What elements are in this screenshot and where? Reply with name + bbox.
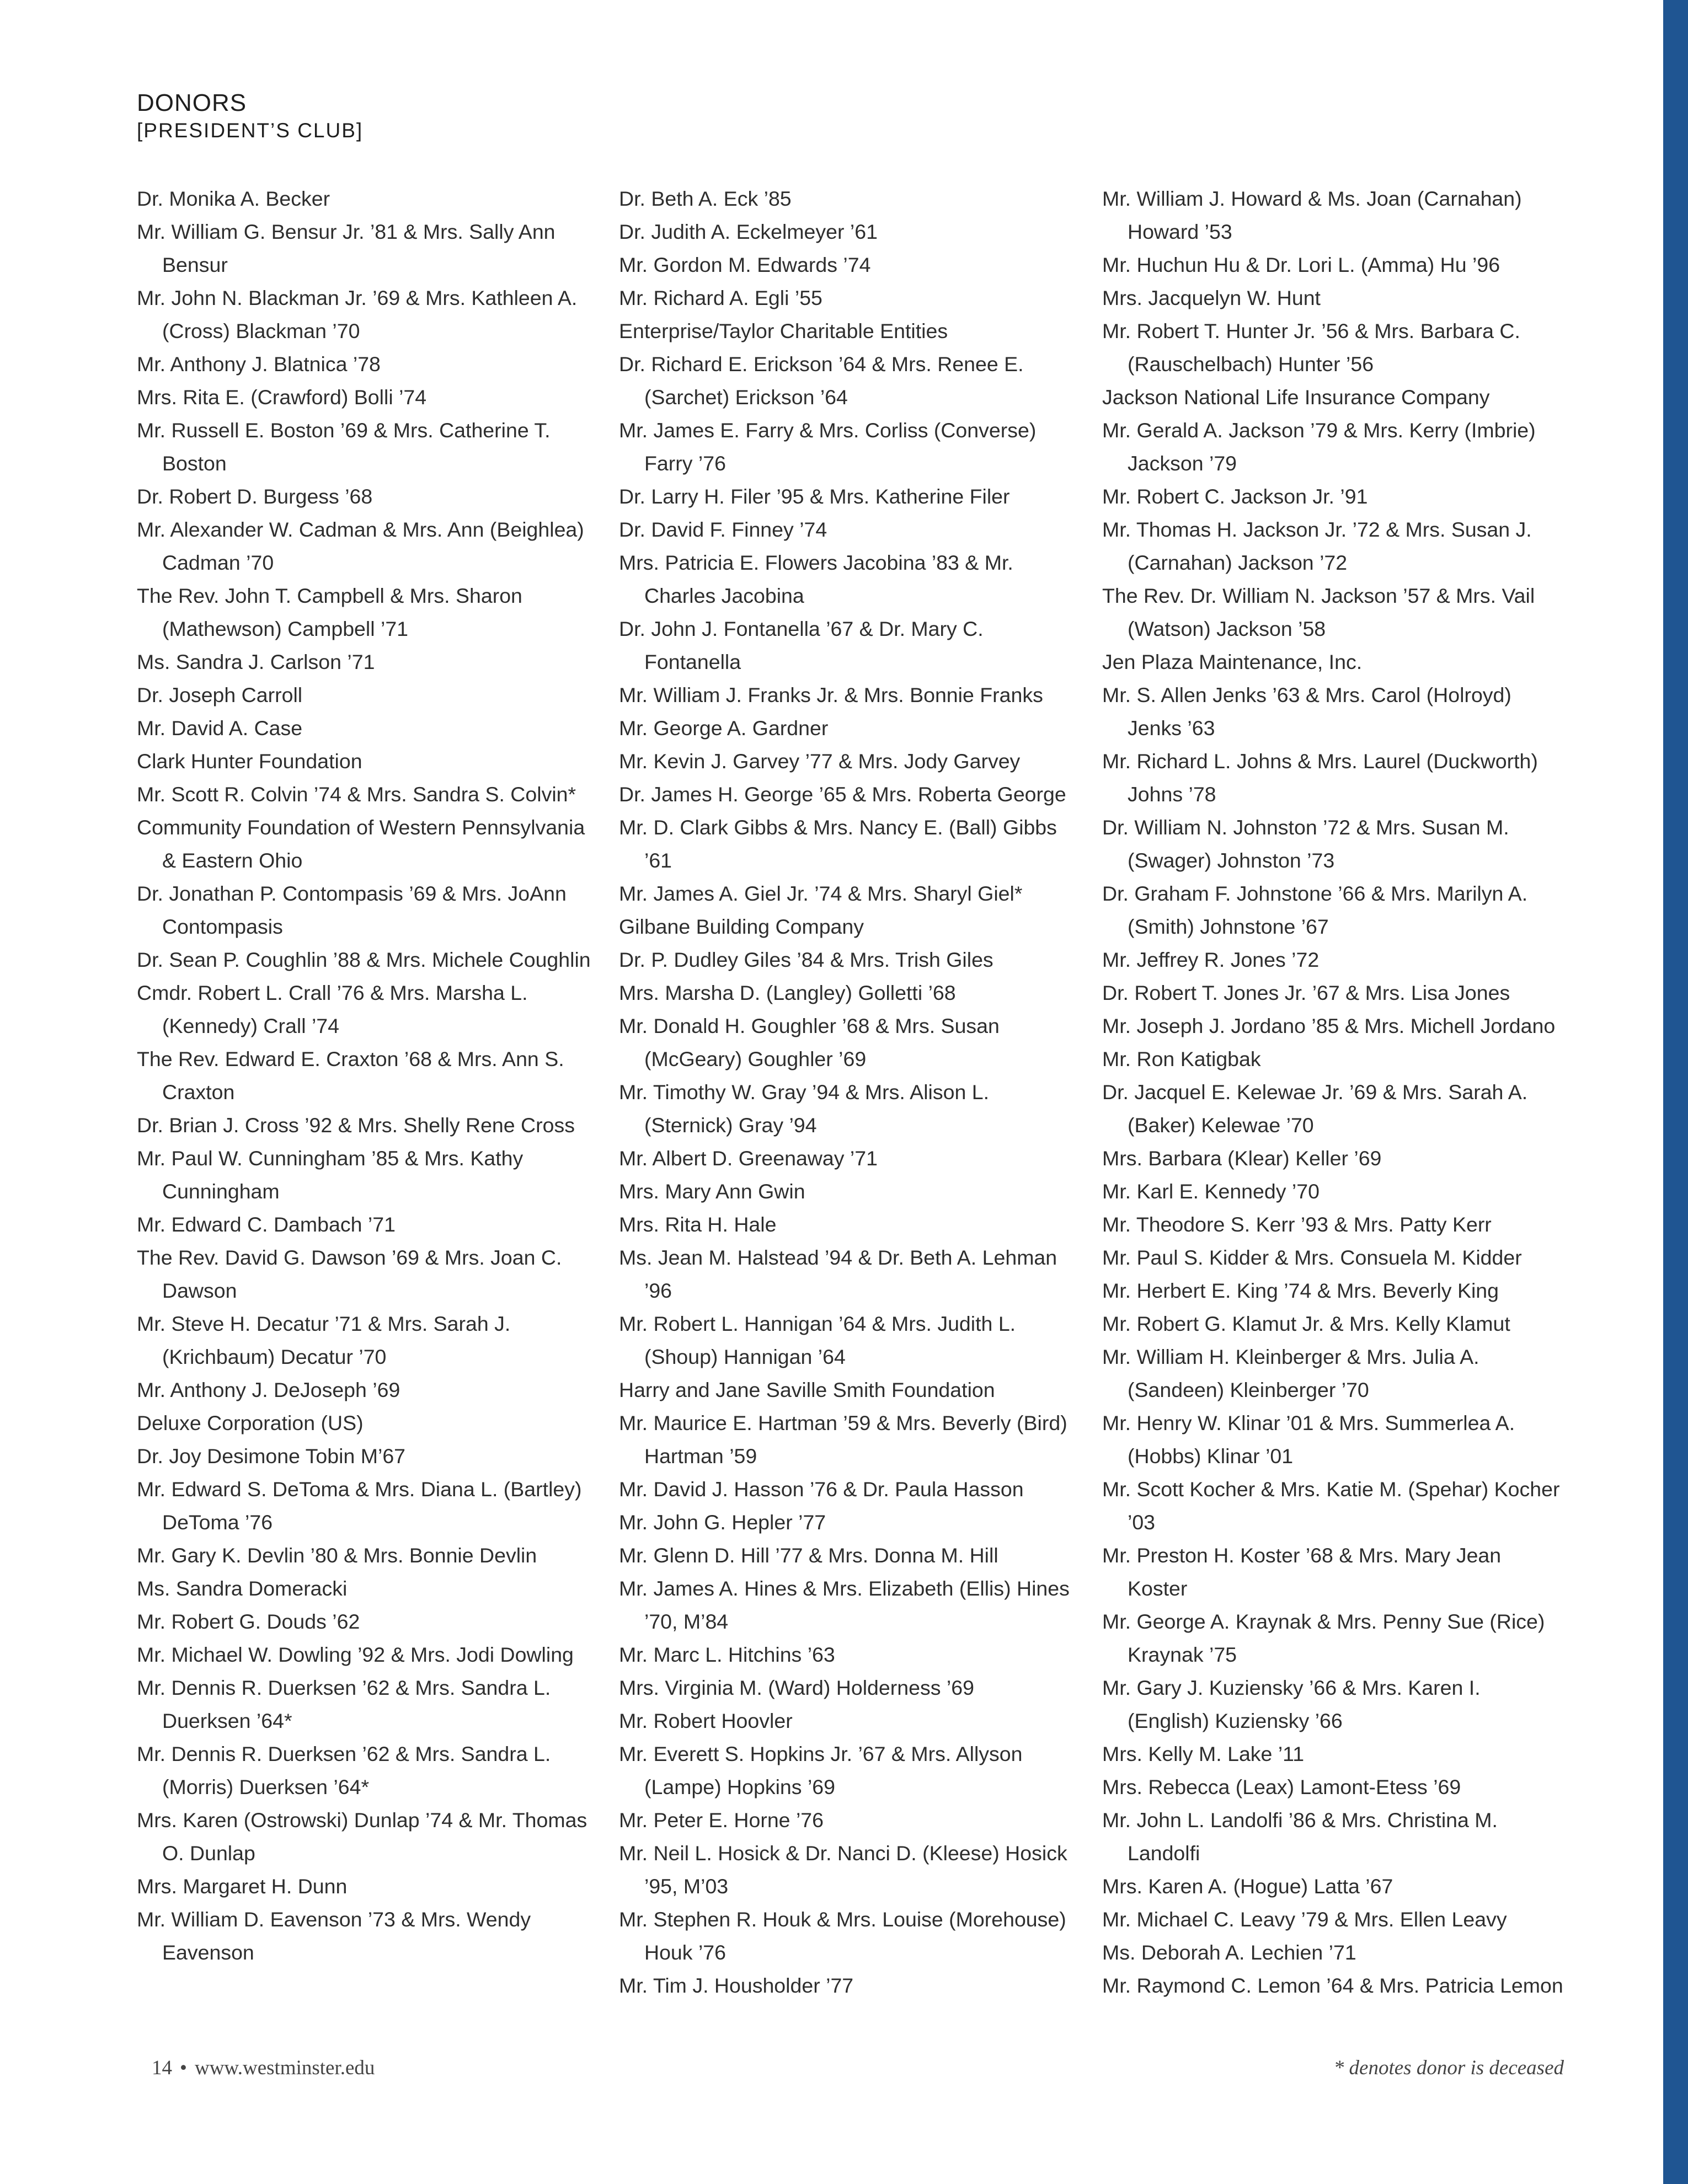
donor-entry: Mr. James A. Giel Jr. ’74 & Mrs. Sharyl Giel* — [619, 882, 1023, 905]
donor-entry: Dr. James H. George ’65 & Mrs. Roberta George — [619, 783, 1066, 806]
donor-entry: Mrs. Virginia M. (Ward) Holderness ’69 — [619, 1676, 974, 1699]
donor-entry: Mr. Jeffrey R. Jones ’72 — [1102, 948, 1320, 971]
donor-entry: Dr. Brian J. Cross ’92 & Mrs. Shelly Rene Cross — [137, 1114, 575, 1137]
donor-column-1 — [137, 182, 600, 1969]
donor-entry: Mr. Robert Hoovler — [619, 1709, 793, 1732]
donor-entry: Mr. George A. Kraynak & Mrs. Penny Sue (Rice) Kraynak ’75 — [1102, 1610, 1545, 1666]
page-title: DONORS — [137, 89, 247, 116]
deceased-note: * denotes donor is deceased — [1333, 2057, 1564, 2079]
donor-entry: Mrs. Rita E. (Crawford) Bolli ’74 — [137, 386, 427, 409]
donor-entry: Mr. D. Clark Gibbs & Mrs. Nancy E. (Ball) Gibbs ’61 — [619, 816, 1057, 872]
donor-entry: Dr. Joseph Carroll — [137, 683, 303, 706]
donor-column-3 — [1102, 182, 1566, 2002]
donor-entry: Mr. Glenn D. Hill ’77 & Mrs. Donna M. Hill — [619, 1544, 998, 1567]
donor-entry: Deluxe Corporation (US) — [137, 1411, 364, 1434]
donor-entry: Mrs. Margaret H. Dunn — [137, 1875, 348, 1898]
donor-entry: Cmdr. Robert L. Crall ’76 & Mrs. Marsha L. (Kennedy) Crall ’74 — [137, 981, 528, 1037]
donor-entry: Mr. Robert G. Klamut Jr. & Mrs. Kelly Klamut — [1102, 1312, 1510, 1335]
donor-entry: Mr. George A. Gardner — [619, 716, 829, 740]
donor-entry: Dr. Robert T. Jones Jr. ’67 & Mrs. Lisa Jones — [1102, 981, 1510, 1004]
donor-entry: Mr. Gary K. Devlin ’80 & Mrs. Bonnie Devlin — [137, 1544, 537, 1567]
donor-entry: Ms. Sandra J. Carlson ’71 — [137, 650, 375, 673]
donor-entry: Mr. Marc L. Hitchins ’63 — [619, 1643, 835, 1666]
donor-entry: Ms. Deborah A. Lechien ’71 — [1102, 1941, 1356, 1964]
side-accent-bar — [1663, 0, 1688, 2184]
donor-entry: Dr. Joy Desimone Tobin M’67 — [137, 1444, 406, 1468]
donor-entry: Mr. Tim J. Housholder ’77 — [619, 1974, 854, 1997]
donor-entry: Dr. William N. Johnston ’72 & Mrs. Susan M. (Swager) Johnston ’73 — [1102, 816, 1509, 872]
donor-entry: Mr. Peter E. Horne ’76 — [619, 1808, 824, 1832]
donor-entry: Mr. S. Allen Jenks ’63 & Mrs. Carol (Holroyd) Jenks ’63 — [1102, 683, 1511, 740]
donor-entry: Mr. Michael W. Dowling ’92 & Mrs. Jodi Dowling — [137, 1643, 574, 1666]
donor-entry: Mr. Thomas H. Jackson Jr. ’72 & Mrs. Susan J. (Carnahan) Jackson ’72 — [1102, 518, 1532, 574]
donor-entry: Mr. Dennis R. Duerksen ’62 & Mrs. Sandra L. (Morris) Duerksen ’64* — [137, 1742, 551, 1798]
donor-entry: Dr. Judith A. Eckelmeyer ’61 — [619, 220, 878, 243]
donor-entry: Mr. Edward C. Dambach ’71 — [137, 1213, 396, 1236]
donor-entry: Mr. Paul S. Kidder & Mrs. Consuela M. Kidder — [1102, 1246, 1522, 1269]
donor-entry: Mr. Kevin J. Garvey ’77 & Mrs. Jody Garvey — [619, 750, 1021, 773]
donor-entry: Mr. Anthony J. DeJoseph ’69 — [137, 1378, 400, 1401]
donor-entry: Enterprise/Taylor Charitable Entities — [619, 319, 948, 342]
footer-separator: • — [180, 2057, 187, 2079]
donor-entry: Dr. Monika A. Becker — [137, 187, 330, 210]
donor-entry: Mr. Michael C. Leavy ’79 & Mrs. Ellen Leavy — [1102, 1908, 1507, 1931]
donor-entry: Mr. Preston H. Koster ’68 & Mrs. Mary Jean Koster — [1102, 1544, 1502, 1600]
donor-entry: Mrs. Barbara (Klear) Keller ’69 — [1102, 1147, 1382, 1170]
donor-entry: Mr. Gary J. Kuziensky ’66 & Mrs. Karen I. (English) Kuziensky ’66 — [1102, 1676, 1481, 1732]
donor-entry: Dr. Sean P. Coughlin ’88 & Mrs. Michele Coughlin — [137, 948, 591, 971]
donor-entry: Dr. Jonathan P. Contompasis ’69 & Mrs. JoAnn Contompasis — [137, 882, 567, 938]
donor-entry: Mr. Karl E. Kennedy ’70 — [1102, 1180, 1320, 1203]
donor-entry: Mrs. Jacquelyn W. Hunt — [1102, 286, 1321, 309]
donor-entry: Harry and Jane Saville Smith Foundation — [619, 1378, 995, 1401]
donor-entry: Mr. John G. Hepler ’77 — [619, 1511, 826, 1534]
donor-entry: Mrs. Kelly M. Lake ’11 — [1102, 1742, 1305, 1765]
donor-entry: Dr. Richard E. Erickson ’64 & Mrs. Renee E. (Sarchet) Erickson ’64 — [619, 352, 1024, 409]
donor-entry: Mr. Scott Kocher & Mrs. Katie M. (Spehar) Kocher ’03 — [1102, 1478, 1560, 1534]
donor-entry: Mrs. Karen (Ostrowski) Dunlap ’74 & Mr. Thomas O. Dunlap — [137, 1808, 587, 1865]
donor-entry: Mr. Everett S. Hopkins Jr. ’67 & Mrs. Allyson (Lampe) Hopkins ’69 — [619, 1742, 1023, 1798]
donor-entry: Mr. Paul W. Cunningham ’85 & Mrs. Kathy Cunningham — [137, 1147, 524, 1203]
donor-entry: Mr. William J. Howard & Ms. Joan (Carnahan) Howard ’53 — [1102, 187, 1522, 243]
donor-entry: Mr. Maurice E. Hartman ’59 & Mrs. Beverly (Bird) Hartman ’59 — [619, 1411, 1067, 1468]
donor-entry: Mr. Robert L. Hannigan ’64 & Mrs. Judith L. (Shoup) Hannigan ’64 — [619, 1312, 1016, 1368]
donor-entry: The Rev. David G. Dawson ’69 & Mrs. Joan C. Dawson — [137, 1246, 562, 1302]
donor-entry: Mr. John L. Landolfi ’86 & Mrs. Christina M. Landolfi — [1102, 1808, 1498, 1865]
donor-entry: Mr. James E. Farry & Mrs. Corliss (Converse) Farry ’76 — [619, 419, 1037, 475]
donor-entry: Mrs. Mary Ann Gwin — [619, 1180, 805, 1203]
website-link[interactable]: www.westminster.edu — [194, 2057, 375, 2079]
donor-entry: Mr. Donald H. Goughler ’68 & Mrs. Susan (McGeary) Goughler ’69 — [619, 1014, 1000, 1070]
donor-entry: Mr. William H. Kleinberger & Mrs. Julia A. (Sandeen) Kleinberger ’70 — [1102, 1345, 1479, 1401]
donor-entry: Mr. James A. Hines & Mrs. Elizabeth (Ellis) Hines ’70, M’84 — [619, 1577, 1070, 1633]
donor-entry: Mr. William D. Eavenson ’73 & Mrs. Wendy Eavenson — [137, 1908, 531, 1964]
donor-entry: Dr. John J. Fontanella ’67 & Dr. Mary C. Fontanella — [619, 617, 984, 673]
donor-entry: Ms. Sandra Domeracki — [137, 1577, 348, 1600]
donor-entry: Mr. William J. Franks Jr. & Mrs. Bonnie Franks — [619, 683, 1043, 706]
donor-entry: Dr. Larry H. Filer ’95 & Mrs. Katherine Filer — [619, 485, 1010, 508]
donor-entry: Gilbane Building Company — [619, 915, 864, 938]
donor-entry: Mr. Raymond C. Lemon ’64 & Mrs. Patricia Lemon — [1102, 1974, 1563, 1997]
donor-entry: Community Foundation of Western Pennsylvania & Eastern Ohio — [137, 816, 585, 872]
donor-entry: Mr. Timothy W. Gray ’94 & Mrs. Alison L. (Sternick) Gray ’94 — [619, 1080, 990, 1137]
donor-entry: Mrs. Rebecca (Leax) Lamont-Etess ’69 — [1102, 1775, 1461, 1798]
donor-entry: Mr. Scott R. Colvin ’74 & Mrs. Sandra S. Colvin* — [137, 783, 576, 806]
donor-entry: The Rev. John T. Campbell & Mrs. Sharon (Mathewson) Campbell ’71 — [137, 584, 522, 640]
donor-entry: Mr. Alexander W. Cadman & Mrs. Ann (Beighlea) Cadman ’70 — [137, 518, 584, 574]
donor-entry: Mrs. Marsha D. (Langley) Golletti ’68 — [619, 981, 956, 1004]
donor-entry: Mr. Anthony J. Blatnica ’78 — [137, 352, 381, 376]
donor-entry: Mr. Ron Katigbak — [1102, 1047, 1261, 1070]
donor-entry: Jen Plaza Maintenance, Inc. — [1102, 650, 1363, 673]
donor-entry: Mr. Joseph J. Jordano ’85 & Mrs. Michell Jordano — [1102, 1014, 1556, 1037]
donor-entry: Dr. P. Dudley Giles ’84 & Mrs. Trish Giles — [619, 948, 993, 971]
donor-entry: Mr. Robert G. Douds ’62 — [137, 1610, 360, 1633]
donor-entry: Mr. Richard L. Johns & Mrs. Laurel (Duckworth) Johns ’78 — [1102, 750, 1538, 806]
donor-entry: Mrs. Karen A. (Hogue) Latta ’67 — [1102, 1875, 1393, 1898]
donor-entry: Mr. Theodore S. Kerr ’93 & Mrs. Patty Kerr — [1102, 1213, 1492, 1236]
donor-entry: Mr. Henry W. Klinar ’01 & Mrs. Summerlea A. (Hobbs) Klinar ’01 — [1102, 1411, 1515, 1468]
donor-entry: Mr. Albert D. Greenaway ’71 — [619, 1147, 878, 1170]
donor-entry: Mr. Huchun Hu & Dr. Lori L. (Amma) Hu ’96 — [1102, 253, 1500, 276]
donor-entry: Mr. John N. Blackman Jr. ’69 & Mrs. Kathleen A. (Cross) Blackman ’70 — [137, 286, 578, 342]
donor-entry: Mr. Robert T. Hunter Jr. ’56 & Mrs. Barbara C. (Rauschelbach) Hunter ’56 — [1102, 319, 1520, 376]
page-number: 14 — [152, 2057, 172, 2079]
donor-entry: Ms. Jean M. Halstead ’94 & Dr. Beth A. Lehman ’96 — [619, 1246, 1057, 1302]
donor-entry: Mr. David J. Hasson ’76 & Dr. Paula Hasson — [619, 1478, 1024, 1501]
page-header — [137, 88, 363, 143]
donor-entry: Mr. David A. Case — [137, 716, 303, 740]
donor-column-2 — [619, 182, 1082, 2002]
donor-entry: Dr. Beth A. Eck ’85 — [619, 187, 792, 210]
donor-entry: Mr. Gerald A. Jackson ’79 & Mrs. Kerry (Imbrie) Jackson ’79 — [1102, 419, 1536, 475]
donor-entry: Mr. Herbert E. King ’74 & Mrs. Beverly King — [1102, 1279, 1499, 1302]
donor-entry: Mr. Russell E. Boston ’69 & Mrs. Catherine T. Boston — [137, 419, 551, 475]
donor-entry: The Rev. Edward E. Craxton ’68 & Mrs. Ann S. Craxton — [137, 1047, 564, 1104]
donor-entry: Mr. Stephen R. Houk & Mrs. Louise (Morehouse) Houk ’76 — [619, 1908, 1066, 1964]
donor-entry: Mr. William G. Bensur Jr. ’81 & Mrs. Sally Ann Bensur — [137, 220, 555, 276]
donor-entry: Mrs. Rita H. Hale — [619, 1213, 777, 1236]
donor-entry: Clark Hunter Foundation — [137, 750, 362, 773]
donor-entry: Mr. Gordon M. Edwards ’74 — [619, 253, 871, 276]
page-footer-left — [152, 2056, 375, 2080]
donor-entry: Dr. Robert D. Burgess ’68 — [137, 485, 373, 508]
donor-entry: Mrs. Patricia E. Flowers Jacobina ’83 & Mr. Charles Jacobina — [619, 551, 1013, 607]
donor-entry: Mr. Neil L. Hosick & Dr. Nanci D. (Kleese) Hosick ’95, M’03 — [619, 1842, 1067, 1898]
donor-entry: Dr. David F. Finney ’74 — [619, 518, 827, 541]
donor-entry: Mr. Dennis R. Duerksen ’62 & Mrs. Sandra L. Duerksen ’64* — [137, 1676, 551, 1732]
page-subtitle: [PRESIDENT’S CLUB] — [137, 119, 364, 142]
donor-entry: Jackson National Life Insurance Company — [1102, 386, 1490, 409]
donor-entry: Dr. Jacquel E. Kelewae Jr. ’69 & Mrs. Sarah A. (Baker) Kelewae ’70 — [1102, 1080, 1528, 1137]
donor-entry: Mr. Steve H. Decatur ’71 & Mrs. Sarah J. (Krichbaum) Decatur ’70 — [137, 1312, 511, 1368]
donor-entry: Dr. Graham F. Johnstone ’66 & Mrs. Marilyn A. (Smith) Johnstone ’67 — [1102, 882, 1528, 938]
donor-entry: Mr. Robert C. Jackson Jr. ’91 — [1102, 485, 1368, 508]
donor-entry: Mr. Richard A. Egli ’55 — [619, 286, 822, 309]
donor-entry: The Rev. Dr. William N. Jackson ’57 & Mrs. Vail (Watson) Jackson ’58 — [1102, 584, 1535, 640]
donor-entry: Mr. Edward S. DeToma & Mrs. Diana L. (Bartley) DeToma ’76 — [137, 1478, 582, 1534]
